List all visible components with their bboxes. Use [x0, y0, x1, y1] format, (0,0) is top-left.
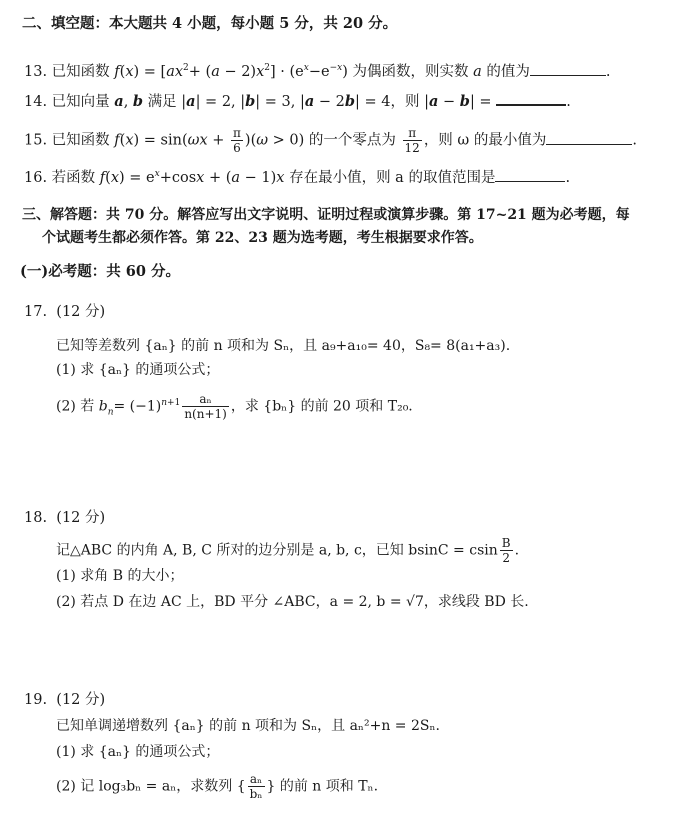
required-section-header: (一)必考题：共 60 分。 [20, 263, 180, 280]
question-18-part-1: (1) 求角 B 的大小； [56, 568, 184, 584]
points: (12 分) [56, 510, 106, 526]
question-number: 19. [24, 692, 48, 708]
question-15: 15. 已知函数 f(x) = sin(ωx + $\frac{\pi}{6}$ )(ω > 0) 的一个零点为 $\frac{\pi}{12}$ ，则 ω 的最小值为 . [24, 126, 637, 155]
question-18-stem: 记△ABC 的内角 A, B, C 所对的边分别是 a, b, c，已知 bsinC = csin $\frac{B}{2}$ . [56, 536, 520, 565]
question-number: 16. [24, 169, 48, 186]
question-number: 15. [24, 132, 48, 149]
answer-blank[interactable] [546, 130, 632, 145]
question-19-part-1: (1) 求 {aₙ} 的通项公式； [56, 744, 220, 760]
question-19-heading [24, 690, 105, 710]
answer-blank[interactable] [496, 90, 566, 106]
section-3-header-line-2: 个试题考生都必须作答。第 22、23 题为选考题，考生根据要求作答。 [42, 230, 483, 246]
fraction: $\frac{\text{aₙ}}{\text{bₙ}}$ [249, 772, 263, 801]
fraction: $\frac{B}{2}$ [501, 536, 511, 565]
answer-blank[interactable] [530, 61, 606, 76]
section-2-header: 二、填空题：本大题共 4 小题，每小题 5 分，共 20 分。 [22, 15, 398, 32]
fraction: $\frac{\pi}{12}$ [404, 126, 420, 155]
question-17-heading [24, 302, 105, 322]
fraction: $\frac{\pi}{6}$ [233, 126, 241, 155]
fraction: $\frac{\text{aₙ}}{n(n+1)}$ [184, 392, 227, 421]
question-number: 13. [24, 63, 48, 80]
section-3-header-line-1: 三、解答题：共 70 分。解答应写出文字说明、证明过程或演算步骤。第 17~21 题为必考题，每 [22, 207, 630, 223]
points: (12 分) [56, 304, 106, 320]
question-17-stem: 已知等差数列 {aₙ} 的前 n 项和为 Sₙ，且 a₉+a₁₀= 40，S₈= 8(a₁+a₃). [56, 338, 511, 354]
question-number: 17. [24, 304, 48, 320]
question-18-heading [24, 508, 105, 528]
question-16: 16. 若函数 $f(x) = e^x+\cos x + (a - 1)x$ 存在最小值，则 a 的取值范围是 . [24, 164, 570, 188]
answer-blank[interactable] [495, 167, 565, 182]
points: (12 分) [56, 692, 106, 708]
question-number: 18. [24, 510, 48, 526]
question-number: 14. [24, 94, 48, 110]
question-18-part-2: (2) 若点 D 在边 AC 上，BD 平分 ∠ABC，a = 2, b = √7，求线段 BD 长. [56, 594, 529, 610]
question-17-part-1: (1) 求 {aₙ} 的通项公式； [56, 362, 220, 378]
question-13: 13. 已知函数 $f(x) = [ax^2+ (a - 2)x^2] \cdot (e^x-e^{-x})$ 为偶函数，则实数 a 的值为 . [24, 58, 610, 82]
question-14: 14. 已知向量 a, b 满足 |a| = 2, |b| = 3, |a − 2b| = 4，则 |a − b| = . [24, 90, 571, 112]
question-19-stem: 已知单调递增数列 {aₙ} 的前 n 项和为 Sₙ，且 aₙ²+n = 2Sₙ. [56, 718, 440, 734]
question-19-part-2: (2) 记 log₃bₙ = aₙ，求数列 { $\frac{\text{aₙ}}{\text{bₙ}}$ } 的前 n 项和 Tₙ. [56, 772, 379, 801]
question-17-part-2: (2) 若 $b_n= (-1)^{n+1}$ $\frac{\text{aₙ}}{n(n+1)}$ ，求 {bₙ} 的前 20 项和 T₂₀. [56, 392, 413, 421]
